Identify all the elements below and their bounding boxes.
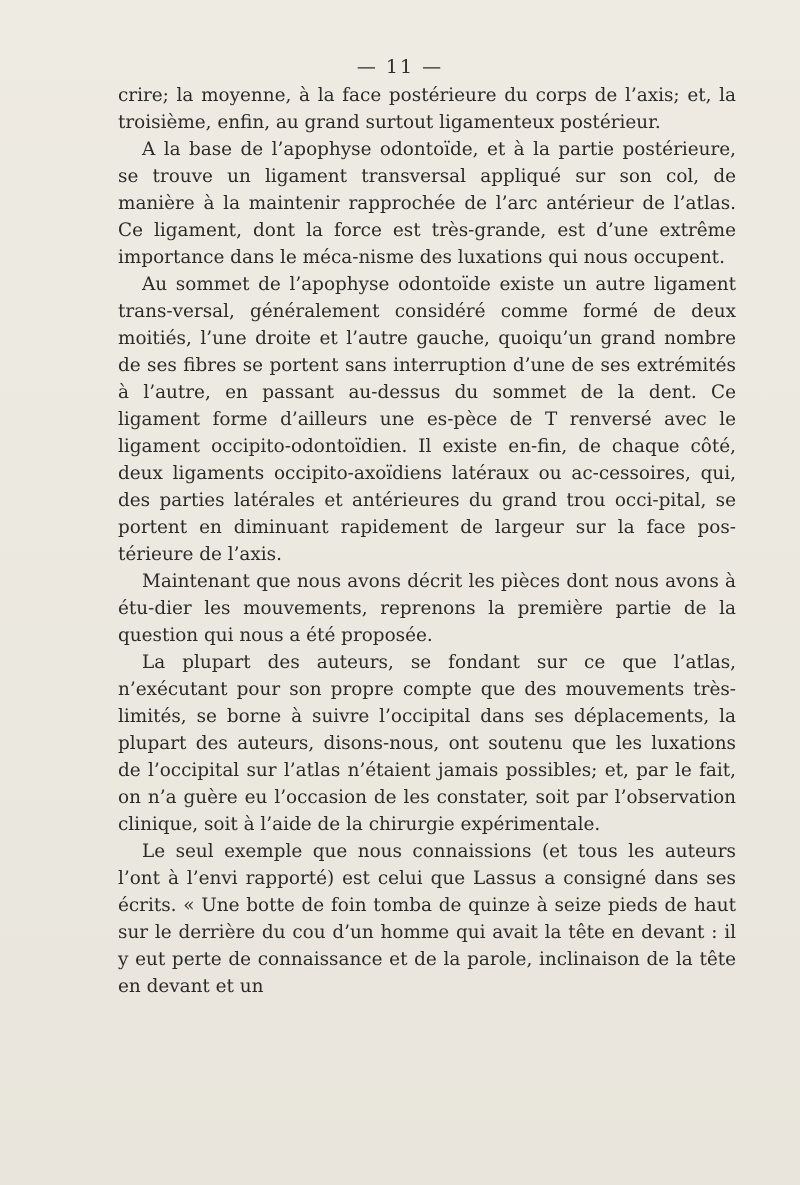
paragraph-6: Le seul exemple que nous connaissions (et tous les auteurs l’ont à l’envi rapporté) est celui que Lassus a consigné dans ses écrits. « Une botte de foin tomba de quinze à seize pieds de haut sur le derrière du cou d’un homme qui avait la tête en devant : il y eut perte de connaissance et de la parole, inclinaison de la tête en devant et un [118, 841, 736, 997]
paragraph-3: Au sommet de l’apophyse odontoïde existe un autre ligament trans-versal, généralement considéré comme formé de deux moitiés, l’une droite et l’autre gauche, quoiqu’un grand nombre de ses fibres se portent sans interruption d’une de ses extrémités à l’autre, en passant au-dessus du sommet de la dent. Ce ligament forme d’ailleurs une es-pèce de T renversé avec le ligament occipito-odontoïdien. Il existe en-fin, de chaque côté, deux ligaments occipito-axoïdiens latéraux ou ac-cessoires, qui, des parties latérales et antérieures du grand trou occi-pital, se portent en diminuant rapidement de largeur sur la face pos-térieure de l’axis. [118, 274, 736, 565]
body-text [118, 82, 736, 1000]
paragraph-4: Maintenant que nous avons décrit les pièces dont nous avons à étu-dier les mouvements, reprenons la première partie de la question qui nous a été proposée. [118, 571, 736, 646]
paragraph-1: crire; la moyenne, à la face postérieure du corps de l’axis; et, la troisième, enfin, au grand surtout ligamenteux postérieur. [118, 85, 736, 133]
paragraph-2: A la base de l’apophyse odontoïde, et à la partie postérieure, se trouve un ligament transversal appliqué sur son col, de manière à la maintenir rapprochée de l’arc antérieur de l’atlas. Ce ligament, dont la force est très-grande, est d’une extrême importance dans le méca-nisme des luxations qui nous occupent. [118, 139, 736, 268]
page-number: — 11 — [356, 56, 444, 78]
paragraph-5: La plupart des auteurs, se fondant sur ce que l’atlas, n’exécutant pour son propre compte que des mouvements très-limités, se borne à suivre l’occipital dans ses déplacements, la plupart des auteurs, disons-nous, ont soutenu que les luxations de l’occipital sur l’atlas n’étaient jamais possibles; et, par le fait, on n’a guère eu l’occasion de les constater, soit par l’observation clinique, soit à l’aide de la chirurgie expérimentale. [118, 652, 736, 835]
